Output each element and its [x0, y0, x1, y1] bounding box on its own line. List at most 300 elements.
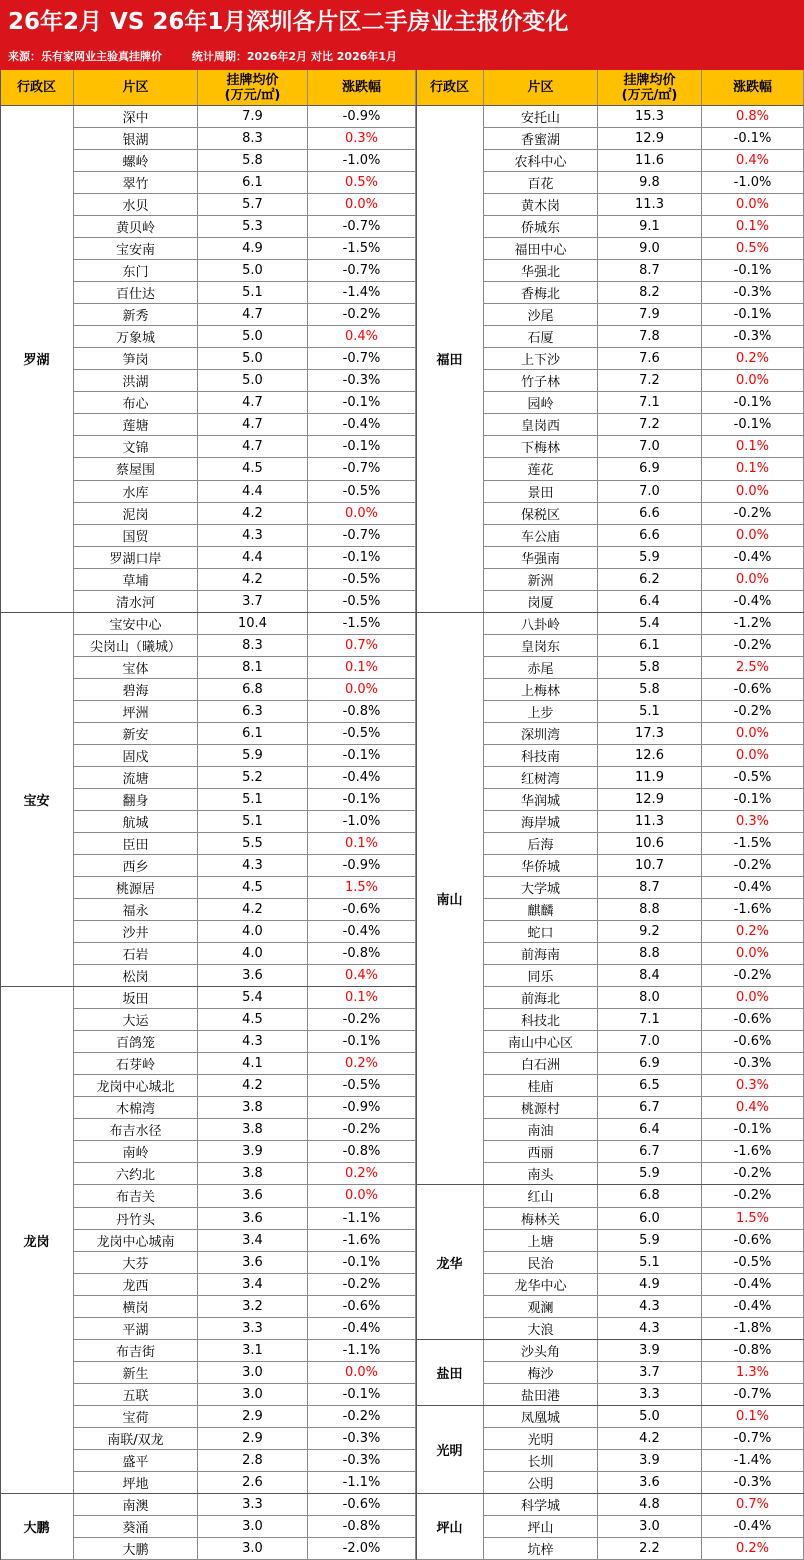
change-value: -0.5% — [342, 571, 381, 587]
price-cell — [198, 1119, 308, 1141]
area-cell — [484, 877, 598, 899]
price-cell — [598, 965, 702, 987]
area-cell — [74, 789, 198, 811]
area-cell — [74, 370, 198, 392]
price-value: 3.7 — [242, 593, 263, 609]
area-name: 前海南 — [520, 948, 560, 964]
change-value: -0.3% — [733, 329, 772, 345]
area-name: 梅林关 — [520, 1212, 560, 1228]
area-cell — [74, 1097, 198, 1119]
price-cell — [598, 569, 702, 591]
area-cell — [74, 326, 198, 348]
area-name: 坪洲 — [122, 705, 149, 721]
area-cell — [74, 877, 198, 899]
price-value: 6.1 — [639, 637, 660, 653]
change-value: -1.0% — [342, 813, 381, 829]
area-name: 横岗 — [122, 1300, 149, 1316]
price-cell — [598, 172, 702, 194]
district-name: 南山 — [436, 893, 463, 909]
price-cell — [598, 1141, 702, 1163]
price-cell — [598, 1538, 702, 1560]
change-value: -0.1% — [342, 1034, 381, 1050]
area-name: 龙岗中心城南 — [96, 1234, 175, 1250]
change-value: -0.6% — [733, 681, 772, 697]
area-cell — [74, 150, 198, 172]
area-cell — [484, 1208, 598, 1230]
price-cell — [598, 1163, 702, 1185]
change-value: 0.0% — [735, 946, 770, 962]
price-cell — [198, 1296, 308, 1318]
area-name: 盛平 — [122, 1454, 149, 1470]
change-value: -0.1% — [342, 395, 381, 411]
area-name: 木棉湾 — [115, 1102, 155, 1118]
area-name: 景田 — [527, 485, 554, 501]
change-value: -0.3% — [342, 373, 381, 389]
change-cell — [308, 106, 416, 128]
area-name: 罗湖口岸 — [109, 551, 162, 567]
change-cell — [702, 987, 804, 1009]
change-cell — [702, 525, 804, 547]
change-value: -0.1% — [342, 791, 381, 807]
area-cell — [74, 238, 198, 260]
area-name: 银湖 — [122, 133, 149, 149]
price-value: 3.4 — [242, 1276, 263, 1292]
price-value: 7.8 — [639, 329, 660, 345]
area-name: 螺岭 — [122, 155, 149, 171]
area-cell — [484, 436, 598, 458]
header-text: (万元/㎡) — [224, 87, 281, 103]
price-value: 6.8 — [639, 1188, 660, 1204]
district-name: 盐田 — [436, 1366, 463, 1382]
price-value: 5.7 — [242, 197, 263, 213]
price-value: 2.9 — [242, 1430, 263, 1446]
price-cell — [198, 1340, 308, 1362]
change-cell — [308, 1450, 416, 1472]
area-name: 华润城 — [520, 793, 560, 809]
change-cell — [702, 481, 804, 503]
period-text: 统计周期：2026年2月 对比 2026年1月 — [191, 50, 398, 63]
change-value: -0.7% — [733, 1430, 772, 1446]
price-cell — [598, 1296, 702, 1318]
area-name: 笋岗 — [122, 353, 149, 369]
change-value: -0.3% — [733, 1474, 772, 1490]
area-name: 科学城 — [520, 1498, 560, 1514]
price-value: 8.7 — [639, 263, 660, 279]
price-value: 12.9 — [635, 791, 664, 807]
price-cell — [198, 503, 308, 525]
price-cell — [598, 503, 702, 525]
change-value: -0.4% — [733, 880, 772, 896]
change-value: -0.7% — [733, 1386, 772, 1402]
change-cell — [308, 745, 416, 767]
change-value: 0.4% — [735, 1100, 770, 1116]
price-value: 5.0 — [242, 373, 263, 389]
change-cell — [702, 238, 804, 260]
change-value: -0.2% — [342, 1276, 381, 1292]
price-cell — [598, 1252, 702, 1274]
change-cell — [702, 921, 804, 943]
area-cell — [484, 392, 598, 414]
price-cell — [598, 525, 702, 547]
price-cell — [598, 1119, 702, 1141]
change-value: -0.5% — [733, 1254, 772, 1270]
change-cell — [308, 1428, 416, 1450]
price-cell — [598, 1340, 702, 1362]
area-name: 坪地 — [122, 1476, 149, 1492]
change-value: 0.8% — [735, 109, 770, 124]
change-cell — [702, 348, 804, 370]
price-value: 4.4 — [242, 549, 263, 565]
district-cell-right — [416, 613, 484, 1186]
price-value: 4.7 — [242, 439, 263, 455]
change-value: -0.2% — [733, 505, 772, 521]
area-name: 草埔 — [122, 573, 149, 589]
change-cell — [308, 370, 416, 392]
change-value: -2.0% — [342, 1540, 381, 1556]
change-cell — [308, 723, 416, 745]
change-value: -0.3% — [342, 1452, 381, 1468]
change-value: -1.1% — [342, 1474, 381, 1490]
area-cell — [74, 1009, 198, 1031]
price-cell — [598, 348, 702, 370]
area-name: 红树湾 — [520, 771, 560, 787]
price-cell — [198, 1318, 308, 1340]
change-cell — [702, 855, 804, 877]
area-cell — [484, 260, 598, 282]
area-cell — [484, 481, 598, 503]
price-value: 3.9 — [639, 1342, 660, 1358]
change-cell — [308, 811, 416, 833]
change-value: -0.2% — [733, 858, 772, 874]
price-value: 2.6 — [242, 1474, 263, 1490]
change-cell — [702, 1274, 804, 1296]
price-value: 3.6 — [242, 1210, 263, 1226]
area-cell — [74, 481, 198, 503]
change-value: 0.1% — [735, 461, 770, 477]
area-name: 八卦岭 — [520, 617, 560, 633]
price-cell — [198, 899, 308, 921]
area-name: 福永 — [122, 904, 149, 920]
change-value: -1.2% — [733, 615, 772, 631]
price-cell — [598, 481, 702, 503]
change-cell — [308, 1230, 416, 1252]
change-value: -0.4% — [342, 1320, 381, 1336]
area-cell — [74, 1075, 198, 1097]
price-cell — [198, 392, 308, 414]
change-cell — [702, 635, 804, 657]
area-name: 桂庙 — [527, 1080, 554, 1096]
change-value: -1.6% — [733, 902, 772, 918]
price-value: 5.0 — [242, 351, 263, 367]
area-name: 深中 — [122, 111, 149, 126]
price-value: 10.7 — [635, 858, 664, 874]
price-cell — [598, 1230, 702, 1252]
area-name: 皇岗西 — [520, 419, 560, 435]
change-cell — [308, 481, 416, 503]
price-cell — [198, 745, 308, 767]
price-cell — [198, 1428, 308, 1450]
change-cell — [702, 1450, 804, 1472]
area-cell — [74, 194, 198, 216]
area-cell — [74, 503, 198, 525]
header-change-right — [702, 70, 804, 106]
price-value: 4.5 — [242, 1012, 263, 1028]
area-name: 光明 — [527, 1432, 554, 1448]
area-cell — [484, 569, 598, 591]
price-value: 4.3 — [242, 527, 263, 543]
change-value: -0.2% — [342, 1122, 381, 1138]
area-name: 松岗 — [122, 970, 149, 986]
area-cell — [74, 1538, 198, 1560]
area-name: 沙井 — [122, 926, 149, 942]
area-name: 农科中心 — [514, 155, 567, 171]
area-cell — [484, 921, 598, 943]
price-cell — [198, 811, 308, 833]
price-cell — [198, 569, 308, 591]
area-name: 白石洲 — [520, 1058, 560, 1074]
price-value: 11.3 — [635, 197, 664, 213]
price-value: 6.9 — [639, 461, 660, 477]
area-name: 六约北 — [115, 1168, 155, 1184]
area-name: 石芽岭 — [115, 1058, 155, 1074]
price-cell — [198, 1472, 308, 1494]
change-cell — [702, 1494, 804, 1516]
price-cell — [198, 833, 308, 855]
area-name: 布心 — [122, 397, 149, 413]
change-value: -0.1% — [733, 307, 772, 323]
change-cell — [702, 1075, 804, 1097]
change-cell — [308, 679, 416, 701]
area-cell — [74, 1163, 198, 1185]
price-cell — [598, 1406, 702, 1428]
price-value: 11.3 — [635, 813, 664, 829]
area-cell — [74, 1141, 198, 1163]
price-cell — [198, 767, 308, 789]
price-cell — [198, 1141, 308, 1163]
price-cell — [198, 547, 308, 569]
price-value: 7.6 — [639, 351, 660, 367]
price-value: 3.7 — [639, 1364, 660, 1380]
price-value: 6.3 — [242, 703, 263, 719]
change-cell — [308, 172, 416, 194]
change-cell — [702, 370, 804, 392]
change-value: -1.6% — [342, 1232, 381, 1248]
change-value: 0.0% — [344, 1364, 379, 1380]
price-cell — [598, 701, 702, 723]
change-value: -0.6% — [733, 1034, 772, 1050]
price-value: 7.2 — [639, 417, 660, 433]
price-value: 3.0 — [639, 1518, 660, 1534]
area-name: 香梅北 — [520, 287, 560, 303]
area-name: 莲塘 — [122, 419, 149, 435]
change-cell — [702, 106, 804, 128]
area-cell — [484, 1119, 598, 1141]
change-value: 0.1% — [735, 1408, 770, 1424]
change-cell — [702, 613, 804, 635]
area-cell — [74, 1296, 198, 1318]
change-cell — [702, 1296, 804, 1318]
area-cell — [74, 1053, 198, 1075]
district-name: 坪山 — [436, 1520, 463, 1536]
price-cell — [198, 370, 308, 392]
price-value: 5.9 — [242, 747, 263, 763]
area-cell — [484, 1406, 598, 1428]
header-price-left — [198, 70, 308, 106]
price-value: 4.9 — [242, 241, 263, 257]
price-cell — [598, 789, 702, 811]
change-cell — [702, 833, 804, 855]
area-name: 上塘 — [527, 1234, 554, 1250]
area-name: 科技北 — [520, 1014, 560, 1030]
area-name: 新生 — [122, 1366, 149, 1382]
change-cell — [702, 723, 804, 745]
change-value: 0.3% — [735, 1078, 770, 1094]
change-cell — [702, 1230, 804, 1252]
area-cell — [484, 172, 598, 194]
price-value: 12.9 — [635, 131, 664, 147]
area-name: 龙岗中心城北 — [96, 1080, 175, 1096]
area-cell — [74, 591, 198, 613]
change-cell — [308, 1097, 416, 1119]
change-cell — [702, 943, 804, 965]
change-cell — [308, 503, 416, 525]
area-cell — [484, 1428, 598, 1450]
price-value: 2.9 — [242, 1408, 263, 1424]
price-value: 5.2 — [242, 769, 263, 785]
area-name: 莲花 — [527, 463, 554, 479]
price-value: 6.2 — [639, 571, 660, 587]
change-cell — [308, 657, 416, 679]
change-value: -1.0% — [733, 175, 772, 191]
area-cell — [484, 1185, 598, 1207]
price-value: 4.2 — [242, 505, 263, 521]
price-cell — [598, 1450, 702, 1472]
change-value: -0.4% — [342, 924, 381, 940]
area-cell — [484, 1362, 598, 1384]
price-cell — [198, 921, 308, 943]
area-cell — [484, 987, 598, 1009]
change-cell — [308, 833, 416, 855]
header-text: 挂牌均价 — [226, 72, 279, 88]
price-cell — [598, 194, 702, 216]
area-name: 福田中心 — [514, 243, 567, 259]
change-cell — [308, 1119, 416, 1141]
change-cell — [702, 1141, 804, 1163]
price-cell — [598, 833, 702, 855]
change-cell — [308, 635, 416, 657]
price-cell — [598, 1362, 702, 1384]
price-value: 9.8 — [639, 175, 660, 191]
header-text: 挂牌均价 — [623, 72, 676, 88]
price-cell — [198, 238, 308, 260]
price-value: 4.2 — [639, 1430, 660, 1446]
price-value: 7.9 — [242, 109, 263, 124]
price-cell — [598, 1208, 702, 1230]
change-cell — [308, 1163, 416, 1185]
district-name: 光明 — [436, 1443, 463, 1459]
price-value: 4.9 — [639, 1276, 660, 1292]
page-title: 26年2月 VS 26年1月深圳各片区二手房业主报价变化 — [0, 0, 804, 44]
area-cell — [484, 811, 598, 833]
change-cell — [308, 855, 416, 877]
change-value: 0.0% — [735, 527, 770, 543]
price-value: 5.9 — [639, 549, 660, 565]
area-cell — [484, 216, 598, 238]
area-name: 竹子林 — [520, 375, 560, 391]
area-name: 新洲 — [527, 573, 554, 589]
price-cell — [598, 128, 702, 150]
header-district-left — [0, 70, 74, 106]
price-value: 5.5 — [242, 836, 263, 851]
area-name: 民治 — [527, 1256, 554, 1272]
area-cell — [484, 767, 598, 789]
price-value: 4.7 — [242, 395, 263, 411]
price-cell — [198, 260, 308, 282]
change-value: -0.2% — [733, 968, 772, 984]
change-cell — [308, 767, 416, 789]
area-name: 新秀 — [122, 309, 149, 325]
area-cell — [484, 965, 598, 987]
area-cell — [484, 326, 598, 348]
area-name: 车公庙 — [520, 529, 560, 545]
price-value: 3.0 — [242, 1540, 263, 1556]
area-cell — [74, 635, 198, 657]
area-name: 南联/双龙 — [107, 1432, 164, 1448]
district-name: 大鹏 — [23, 1520, 50, 1536]
area-cell — [484, 348, 598, 370]
change-value: -0.2% — [733, 703, 772, 719]
area-name: 黄木岗 — [520, 199, 560, 215]
area-name: 侨城东 — [520, 221, 560, 237]
change-value: 0.2% — [344, 1166, 379, 1182]
area-cell — [484, 1163, 598, 1185]
change-cell — [702, 1031, 804, 1053]
area-cell — [74, 921, 198, 943]
price-value: 4.3 — [639, 1320, 660, 1336]
price-value: 4.3 — [242, 858, 263, 874]
price-value: 5.4 — [639, 615, 660, 631]
price-value: 4.5 — [242, 461, 263, 477]
change-value: -1.5% — [342, 615, 381, 631]
area-cell — [484, 701, 598, 723]
price-value: 6.8 — [242, 681, 263, 697]
change-cell — [702, 1340, 804, 1362]
change-value: 2.5% — [735, 659, 770, 675]
price-value: 5.1 — [639, 1254, 660, 1270]
price-value: 2.2 — [639, 1540, 660, 1556]
area-name: 华强南 — [520, 551, 560, 567]
change-cell — [308, 1252, 416, 1274]
area-name: 华侨城 — [520, 860, 560, 876]
area-name: 龙华中心 — [514, 1278, 567, 1294]
district-cell-right — [416, 1406, 484, 1494]
change-value: -0.1% — [342, 1386, 381, 1402]
area-cell — [484, 1340, 598, 1362]
change-value: 0.0% — [735, 571, 770, 587]
header-text: 行政区 — [429, 80, 469, 95]
price-value: 3.3 — [639, 1386, 660, 1402]
change-cell — [308, 899, 416, 921]
area-cell — [484, 238, 598, 260]
area-name: 麒麟 — [527, 904, 554, 920]
change-cell — [702, 172, 804, 194]
price-value: 5.0 — [639, 1408, 660, 1424]
price-value: 8.8 — [639, 902, 660, 918]
header-text: 涨跌幅 — [341, 80, 381, 95]
change-cell — [308, 260, 416, 282]
price-value: 3.3 — [242, 1496, 263, 1512]
area-cell — [74, 679, 198, 701]
